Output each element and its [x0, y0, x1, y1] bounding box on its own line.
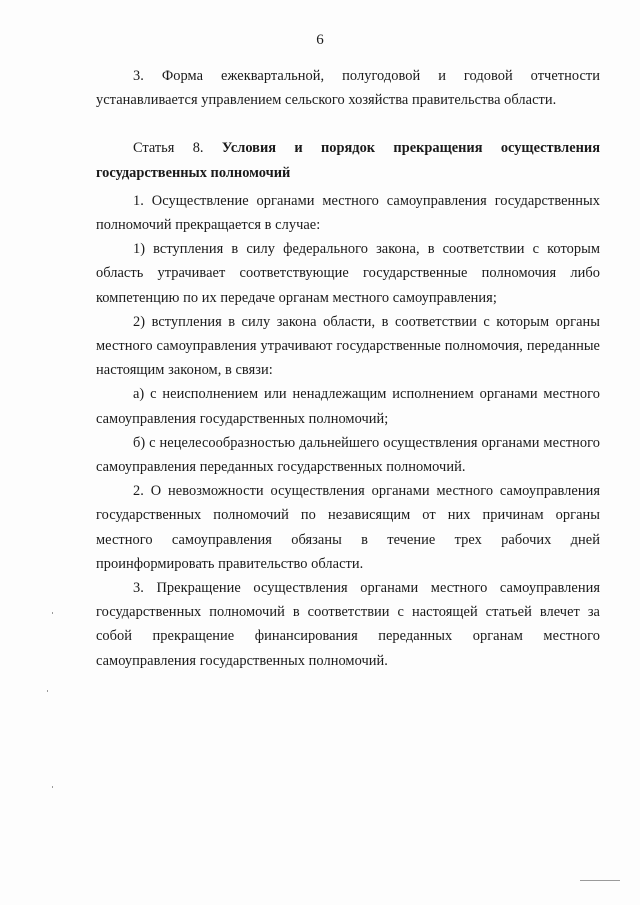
paragraph-subitem-1: 1) вступления в силу федерального закона, в соответствии с которым область утрачивает соответствующие государственные полномочия либо компетенцию по их передаче органам местного самоуправления; — [96, 241, 600, 306]
scan-speck — [52, 786, 53, 788]
paragraph-item-1: 1. Осуществление органами местного самоуправления государственных полномочий прекращается в случае: — [96, 192, 600, 234]
paragraph-item-3: 3. Прекращение осуществления органами местного самоуправления государственных полномочий в соответствии с настоящей статьей влечет за собой прекращение финансирования переданных органам местного самоуправления государственных полномочий. — [96, 580, 600, 669]
page-number: 6 — [316, 32, 324, 48]
article-heading — [96, 136, 600, 184]
paragraph-subitem-2: 2) вступления в силу закона области, в соответствии с которым органы местного самоуправления утрачивают государственные полномочия, переданные настоящим законом, в связи: — [96, 313, 600, 379]
scan-speck — [52, 612, 53, 614]
article-title: Условия и порядок прекращения осуществления государственных полномочий — [96, 140, 601, 181]
paragraph-subitem-a: а) с неисполнением или ненадлежащим исполнением органами местного самоуправления государственных полномочий; — [96, 386, 600, 427]
paragraph-reporting-form: 3. Форма ежеквартальной, полугодовой и годовой отчетности устанавливается управлением сельского хозяйства правительства области. — [96, 68, 600, 109]
paragraph-subitem-b: б) с нецелесообразностью дальнейшего осуществления органами местного самоуправления переданных государственных полномочий. — [96, 434, 600, 476]
scan-speck — [580, 880, 620, 881]
scan-speck — [47, 690, 48, 692]
paragraph-item-2: 2. О невозможности осуществления органами местного самоуправления государственных полномочий по независящим от них причинам органы местного самоуправления обязаны в течение трех рабочих дней проинформировать правительство области. — [96, 483, 600, 572]
document-body — [96, 64, 600, 673]
article-label: Статья 8. — [133, 140, 204, 157]
spacer — [96, 112, 600, 136]
